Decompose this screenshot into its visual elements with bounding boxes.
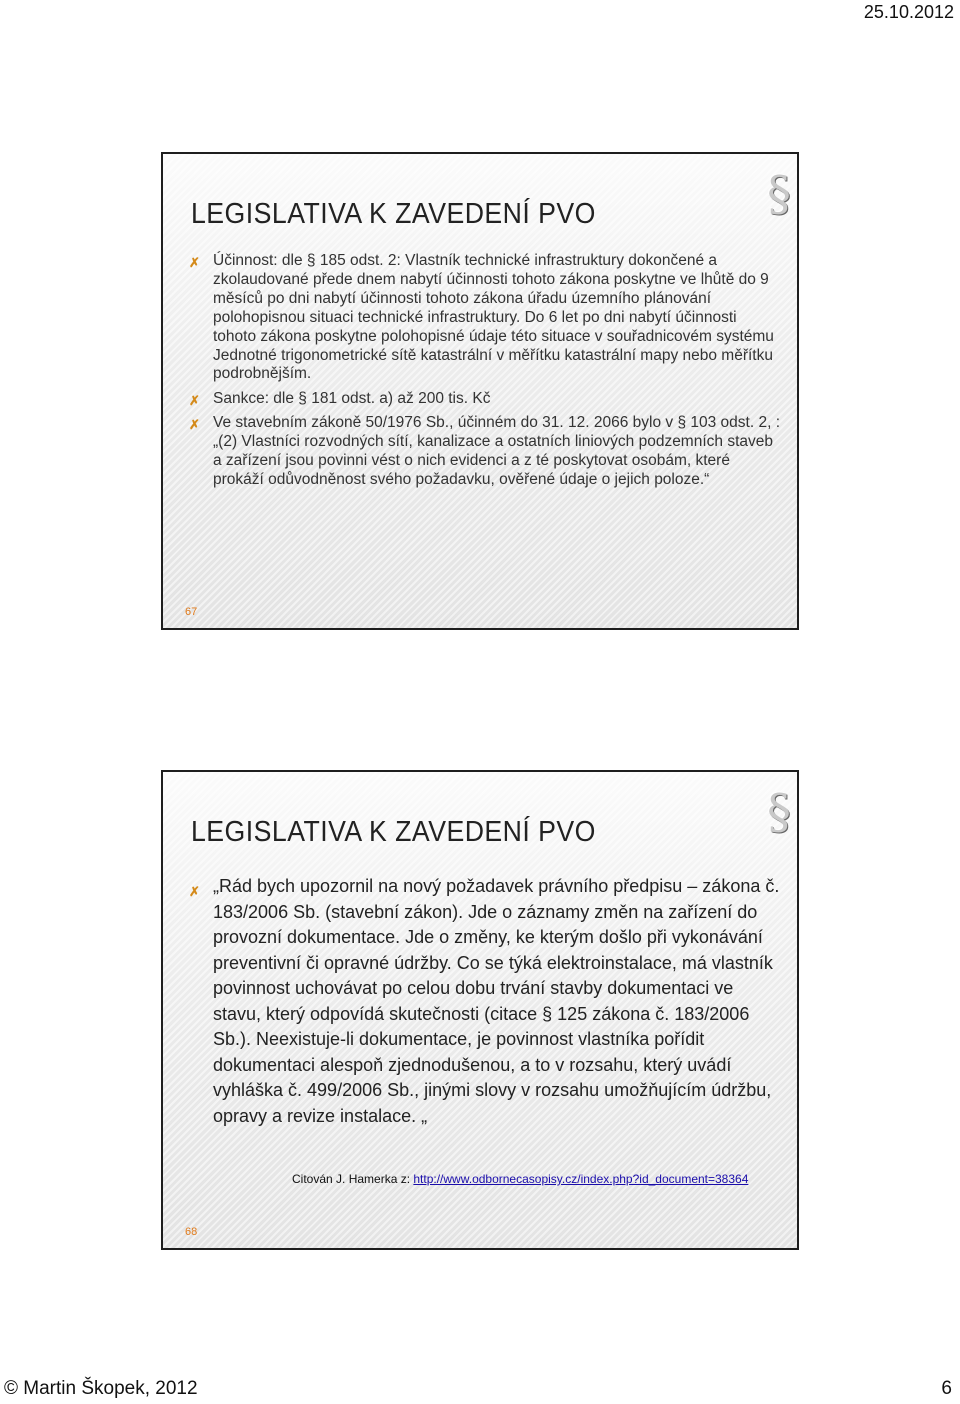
footer-page-number: 6 [941, 1378, 952, 1399]
section-sign-icon: § [767, 166, 791, 222]
slide-number: 67 [185, 606, 198, 618]
citation-link[interactable]: http://www.odbornecasopisy.cz/index.php?id_document=38364 [413, 1172, 749, 1186]
bullet-text: Účinnost: dle § 185 odst. 2: Vlastník technické infrastruktury dokončené a zkolaudované přede dnem nabytí účinnosti tohoto zákona poskytne ve lhůtě do 9 měsíců po dni nabytí účinnosti tohoto zákona úřadu územního plánování polohopisnou situaci technické infrastruktury. Do 6 let po dni nabytí účinnosti tohoto zákona poskytne polohopisné údaje této situace v souřadnicovém systému Jednotné trigonometrické sítě katastrální v měřítku katastrální mapy nebo měřítku podrobnějším. [213, 252, 774, 383]
slide-number: 68 [185, 1226, 198, 1238]
x-bullet-icon: ✗ [189, 393, 200, 409]
slide-67 [161, 152, 799, 630]
x-bullet-icon: ✗ [189, 884, 200, 899]
slide-68 [161, 770, 799, 1250]
x-bullet-icon: ✗ [189, 255, 200, 270]
list-item [187, 414, 783, 490]
slide-title: LEGISLATIVA K ZAVEDENÍ PVO [191, 198, 596, 230]
quote-text: „(2) Vlastníci rozvodných sítí, kanalizace a ostatních liniových podzemních staveb a zařízení jsou povinni vést o nich evidenci a z té poskytovat osobám, které prokáží odůvodněnost svého požadavku, ověřené údaje o jejich poloze.“ [213, 433, 773, 488]
footer-copyright: © Martin Škopek, 2012 [4, 1378, 198, 1399]
list-item [187, 874, 783, 1129]
section-sign-icon: § [767, 784, 791, 840]
citation-prefix: Citován J. Hamerka z: [292, 1172, 414, 1186]
slide-title: LEGISLATIVA K ZAVEDENÍ PVO [191, 816, 596, 848]
bullet-list [187, 252, 783, 490]
bullet-text: Ve stavebním zákoně 50/1976 Sb., účinném do 31. 12. 2066 bylo v § 103 odst. 2, : [213, 414, 780, 432]
bullet-text: „Rád bych upozornil na nový požadavek právního předpisu – zákona č. 183/2006 Sb. (stavební zákon). Jde o záznamy změn na zařízení do provozní dokumentace. Jde o změny, ke kterým došlo při vykonávání preventivní či opravné údržby. Co se týká elektroinstalace, má vlastník povinnost uchovávat po celou dobu trvání stavby dokumentaci ve stavu, který odpovídá skutečnosti (citace § 125 zákona č. 183/2006 Sb.). Neexistuje-li dokumentace, je povinnost vlastníka pořídit dokumentaci alespoň zjednodušenou, a to v rozsahu, který uvádí vyhláška č. 499/2006 Sb., jinými slovy v rozsahu umožňujícím údržbu, opravy a revize instalace. „ [213, 876, 780, 1126]
bullet-text: Sankce: dle § 181 odst. a) až 200 tis. Kč [213, 390, 491, 408]
page-date: 25.10.2012 [863, 2, 954, 22]
bullet-list [187, 874, 783, 1129]
citation [292, 1172, 748, 1186]
x-bullet-icon: ✗ [189, 417, 200, 433]
list-item [187, 390, 783, 409]
list-item [187, 252, 783, 384]
